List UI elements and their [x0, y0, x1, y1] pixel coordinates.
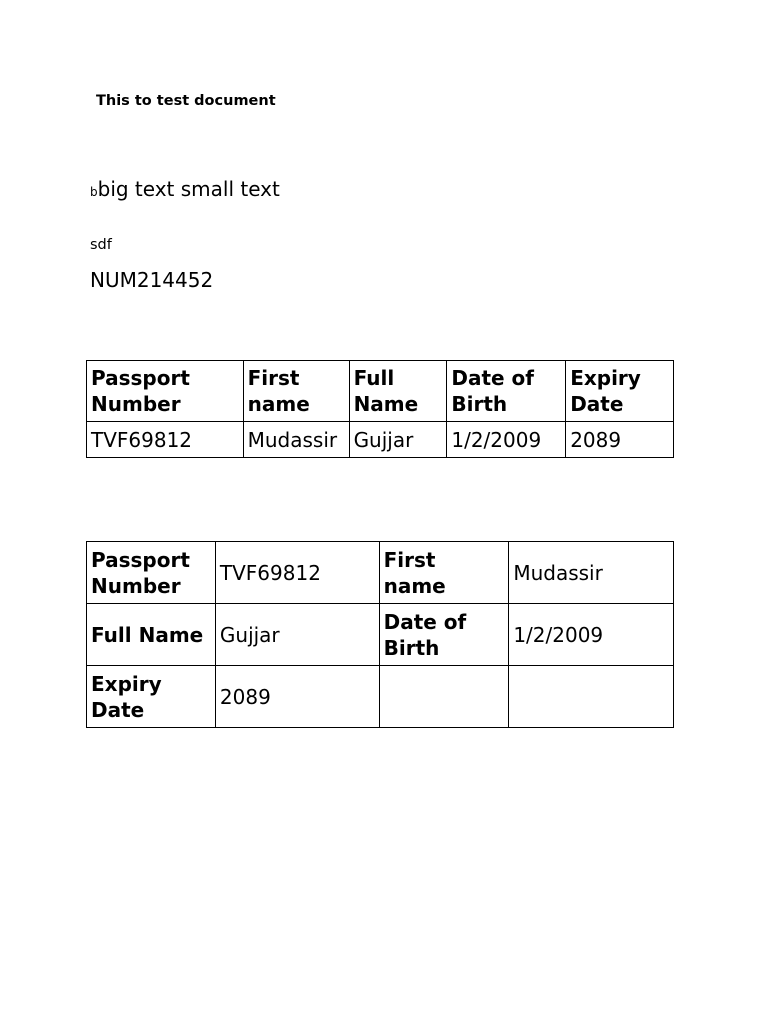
cell-full-name: Gujjar — [349, 422, 447, 458]
label-date-of-birth: Date of Birth — [379, 604, 509, 666]
value-first-name: Mudassir — [509, 542, 674, 604]
passport-table-horizontal — [86, 360, 674, 458]
document-title: This to test document — [96, 93, 276, 109]
value-full-name: Gujjar — [215, 604, 379, 666]
label-full-name: Full Name — [87, 604, 216, 666]
header-first-name: First name — [243, 361, 349, 422]
empty-cell — [509, 666, 674, 728]
label-expiry-date: Expiry Date — [87, 666, 216, 728]
number-text: NUM214452 — [90, 268, 214, 292]
empty-cell — [379, 666, 509, 728]
cell-passport-number: TVF69812 — [87, 422, 244, 458]
big-text: big text small text — [97, 177, 280, 201]
mixed-size-text — [90, 177, 280, 204]
table-header-row — [87, 361, 674, 422]
small-letter: b — [90, 185, 98, 199]
cell-first-name: Mudassir — [243, 422, 349, 458]
passport-table-grid — [86, 541, 674, 728]
header-expiry-date: Expiry Date — [566, 361, 674, 422]
table-row — [87, 666, 674, 728]
label-passport-number: Passport Number — [87, 542, 216, 604]
table-row — [87, 542, 674, 604]
header-date-of-birth: Date of Birth — [447, 361, 566, 422]
label-first-name: First name — [379, 542, 509, 604]
value-passport-number: TVF69812 — [215, 542, 379, 604]
value-date-of-birth: 1/2/2009 — [509, 604, 674, 666]
cell-expiry-date: 2089 — [566, 422, 674, 458]
table-row — [87, 604, 674, 666]
sdf-text: sdf — [90, 237, 112, 253]
value-expiry-date: 2089 — [215, 666, 379, 728]
header-full-name: Full Name — [349, 361, 447, 422]
table-row — [87, 422, 674, 458]
header-passport-number: Passport Number — [87, 361, 244, 422]
cell-date-of-birth: 1/2/2009 — [447, 422, 566, 458]
